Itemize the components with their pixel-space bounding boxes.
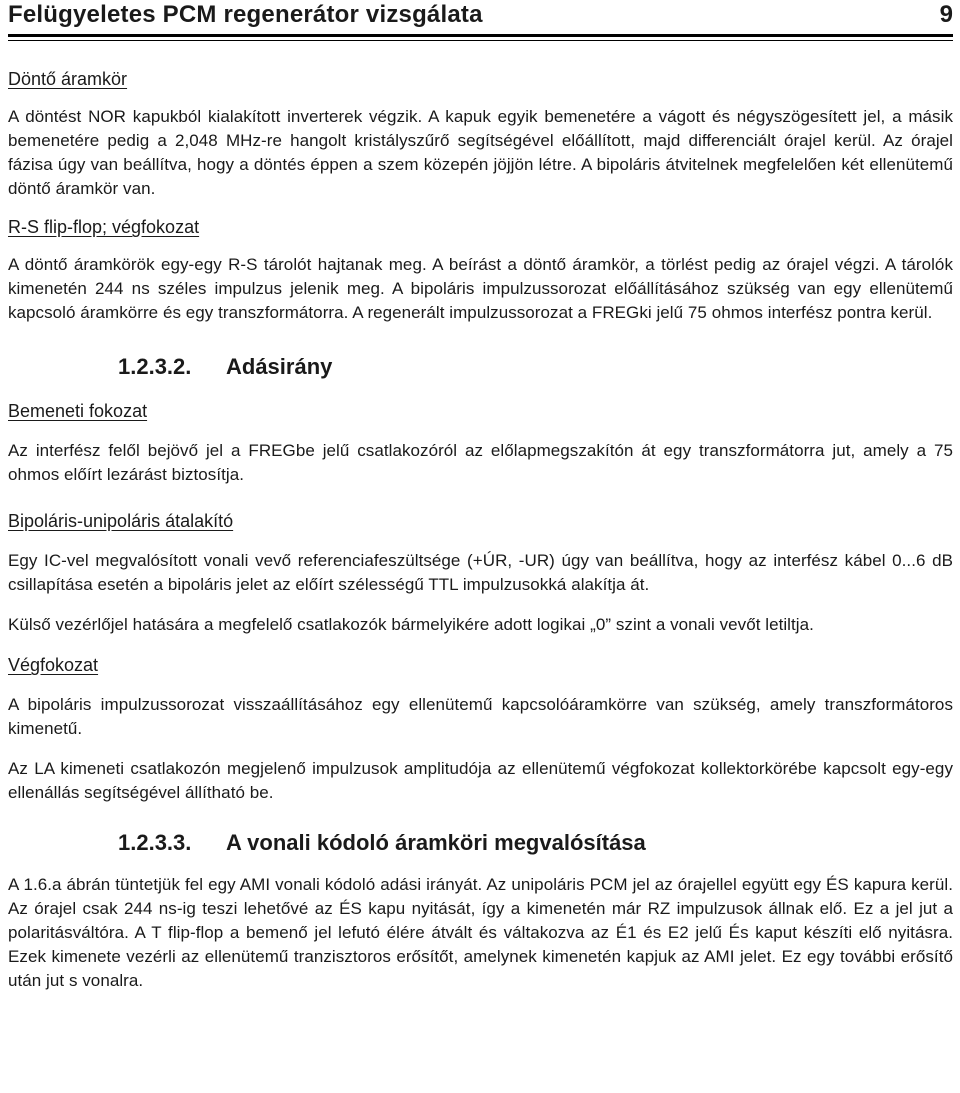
- paragraph-donto-aramkor: A döntést NOR kapukból kialakított inverterek végzik. A kapuk egyik bemenetére a vágott és négyszögesített jel, a másik bemenetére pedig a 2,048 MHz-re hangolt kristályszűrő segítségével előállított, majd differenciált órajel kerül. Az órajel fázisa úgy van beállítva, hogy a döntés éppen a szem közepén jöjjön létre. A bipoláris átvitelnek megfelelően két ellenütemű döntő áramkör van.: [8, 107, 953, 198]
- section-title: Adásirány: [226, 354, 333, 379]
- subheading-bipolaris-unipolaris: Bipoláris-unipoláris átalakító: [8, 511, 234, 531]
- section-heading-1233: [8, 829, 953, 857]
- subheading-rs-flipflop: R-S flip-flop; végfokozat: [8, 217, 200, 237]
- page-header: [8, 0, 953, 37]
- header-title: Felügyeletes PCM regenerátor vizsgálata: [8, 1, 483, 28]
- subheading-donto-aramkor: Döntő áramkör: [8, 69, 128, 89]
- document-page: [8, 0, 953, 993]
- paragraph-vegfokozat-2: Az LA kimeneti csatlakozón megjelenő impulzusok amplitudója az ellenütemű végfokozat kollektorkörébe kapcsolt egy-egy ellenállás segítségével állítható be.: [8, 759, 953, 802]
- section-number: 1.2.3.3.: [118, 830, 192, 855]
- subheading-bemeneti-fokozat: Bemeneti fokozat: [8, 401, 148, 421]
- paragraph-ami-koder: A 1.6.a ábrán tüntetjük fel egy AMI vonali kódoló adási irányát. Az unipoláris PCM jel az órajellel együtt egy ÉS kapura kerül. Az órajel csak 244 ns-ig teszi lehetővé az ÉS kapu nyitását, így a kimenetén már RZ impulzusok állnak elő. Ez a jel jut a polaritásváltóra. A T flip-flop a bemenő jel lefutó élére átvált és váltakozva az É1 és E2 jelű És kaput készíti elő nyitásra. Ezek kimenete vezérli az ellenütemű tranzisztoros erősítőt, amelynek kimenetén kapjuk az AMI jelet. Ez egy további erősítő után jut s vonalra.: [8, 875, 953, 990]
- header-rule: [8, 40, 953, 41]
- paragraph-rs-flipflop: A döntő áramkörök egy-egy R-S tárolót hajtanak meg. A beírást a döntő áramkör, a törlést pedig az órajel végzi. A tárolók kimenetén 244 ns széles impulzus jelenik meg. A bipoláris impulzussorozat előállításához szükség van egy ellenütemű kapcsoló áramkörre és egy transzformátorra. A regenerált impulzussorozat a FREGki jelű 75 ohmos interfész pontra kerül.: [8, 255, 953, 322]
- section-heading-1232: [8, 353, 953, 381]
- paragraph-bipolaris-2: Külső vezérlőjel hatására a megfelelő csatlakozók bármelyikére adott logikai „0” szint a vonali vevőt letiltja.: [8, 615, 814, 634]
- section-number: 1.2.3.2.: [118, 354, 192, 379]
- paragraph-vegfokozat-1: A bipoláris impulzussorozat visszaállításához egy ellenütemű kapcsolóáramkörre van szükség, amely transzformátoros kimenetű.: [8, 695, 953, 738]
- paragraph-bemeneti-fokozat: Az interfész felől bejövő jel a FREGbe jelű csatlakozóról az előlapmegszakítón át egy transzformátorra jut, amely a 75 ohmos előírt lezárást biztosítja.: [8, 441, 953, 484]
- subheading-vegfokozat: Végfokozat: [8, 655, 99, 675]
- section-title: A vonali kódoló áramköri megvalósítása: [226, 830, 646, 855]
- page-number: 9: [939, 1, 953, 28]
- paragraph-bipolaris-1: Egy IC-vel megvalósított vonali vevő referenciafeszültsége (+ÚR, -UR) úgy van beállítva, hogy az interfész kábel 0...6 dB csillapítása esetén a bipoláris jelet az előírt szélességű TTL impulzusokká alakítja át.: [8, 551, 953, 594]
